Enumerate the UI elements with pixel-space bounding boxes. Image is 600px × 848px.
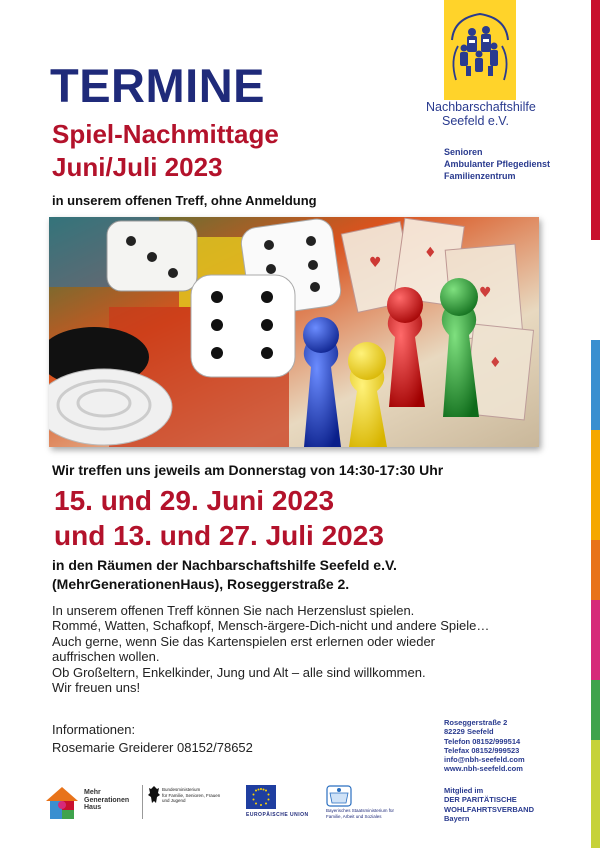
membership-line: Mitglied im [444, 786, 484, 795]
svg-text:♦: ♦ [424, 245, 437, 261]
color-stripe-blue [591, 340, 600, 430]
service-item: Ambulanter Pflegedienst [444, 159, 551, 169]
meeting-time: Wir treffen uns jeweils am Donnerstag von 14:30-17:30 Uhr [52, 462, 444, 478]
divider [142, 785, 143, 819]
color-stripe-lime [591, 740, 600, 848]
bmf-text-line: Bundesministerium [162, 787, 201, 792]
service-item: Familienzentrum [444, 171, 516, 181]
mgh-text-line: Haus [84, 804, 102, 811]
fax-line: Telefax 08152/999523 [444, 745, 520, 755]
eu-logo [246, 785, 318, 821]
bayern-ministerium-logo [326, 785, 426, 821]
description-line: Rommé, Watten, Schafkopf, Mensch-ärgere-Dich-nicht und andere Spiele… [52, 618, 490, 634]
org-name-line1: Nachbarschaftshilfe [426, 100, 536, 114]
org-name-line2: Seefeld e.V. [442, 114, 509, 128]
description-line: Auch gerne, wenn Sie das Kartenspielen erst erlernen oder wieder [52, 633, 436, 649]
membership-line: DER PARITÄTISCHE [444, 795, 517, 805]
color-stripe-white [591, 240, 600, 340]
bay-text-line: Bayerisches Staatsministerium für [326, 808, 395, 813]
subtitle-line1: Spiel-Nachmittage [52, 119, 279, 149]
board-game-photo [49, 217, 539, 447]
description-line: Wir freuen uns! [52, 680, 141, 696]
mgh-text-line: Mehr [84, 789, 101, 796]
bmf-text-line: für Familie, Senioren, Frauen [162, 792, 221, 798]
address-line: 82229 Seefeld [444, 727, 494, 737]
mehrgenerationenhaus-logo [44, 785, 134, 821]
color-stripe-pink [591, 600, 600, 680]
svg-text:♦: ♦ [489, 355, 502, 371]
eagle-icon [148, 785, 160, 805]
description-line: auffrischen wollen. [52, 649, 160, 665]
svg-text:♥: ♥ [369, 255, 382, 271]
eu-flag-icon [246, 785, 276, 809]
info-label: Informationen: [52, 722, 136, 737]
svg-text:♥: ♥ [479, 285, 492, 301]
tagline: in unserem offenen Treff, ohne Anmeldung [52, 193, 317, 208]
location-line1: in den Räumen der Nachbarschaftshilfe Seefeld e.V. [52, 557, 397, 573]
phone-line: Telefon 08152/999514 [444, 736, 521, 746]
address-block [444, 718, 525, 774]
mgh-text-line: Generationen [84, 796, 130, 804]
bay-text-line: Familie, Arbeit und Soziales [326, 813, 382, 819]
dates-june: 15. und 29. Juni 2023 [54, 485, 335, 516]
page-title: TERMINE [50, 59, 265, 112]
description [52, 603, 552, 695]
service-item: Senioren [444, 147, 483, 157]
bavaria-crest-icon [326, 785, 352, 807]
membership-line: Bayern [444, 813, 470, 823]
info-contact: Rosemarie Greiderer 08152/78652 [52, 740, 253, 755]
membership-block [444, 786, 534, 823]
website-link[interactable]: www.nbh-seefeld.com [444, 764, 523, 774]
membership-line: WOHLFAHRTSVERBAND [444, 804, 534, 814]
org-logo [444, 0, 516, 100]
color-stripe-yellow [591, 430, 600, 540]
eu-text: EUROPÄISCHE UNION [246, 812, 309, 818]
family-hands-icon [444, 0, 516, 100]
org-name [426, 100, 566, 128]
description-line: Ob Großeltern, Enkelkinder, Jung und Alt – alle sind willkommen. [52, 664, 426, 680]
color-stripe-orange [591, 540, 600, 600]
color-stripe-red [591, 0, 600, 240]
email-link[interactable]: info@nbh-seefeld.com [444, 755, 525, 765]
address-line: Roseggerstraße 2 [444, 718, 508, 727]
bundesministerium-logo [148, 785, 243, 821]
bmf-text-line: und Jugend [162, 798, 186, 803]
location-line2: (MehrGenerationenHaus), Roseggerstraße 2. [52, 576, 350, 592]
color-stripe-green [591, 680, 600, 740]
house-icon [44, 785, 80, 821]
description-line: In unserem offenen Treff können Sie nach Herzenslust spielen. [52, 603, 415, 618]
subtitle-line2: Juni/Juli 2023 [52, 152, 223, 182]
org-services [444, 146, 550, 182]
dates-july: und 13. und 27. Juli 2023 [54, 520, 384, 551]
